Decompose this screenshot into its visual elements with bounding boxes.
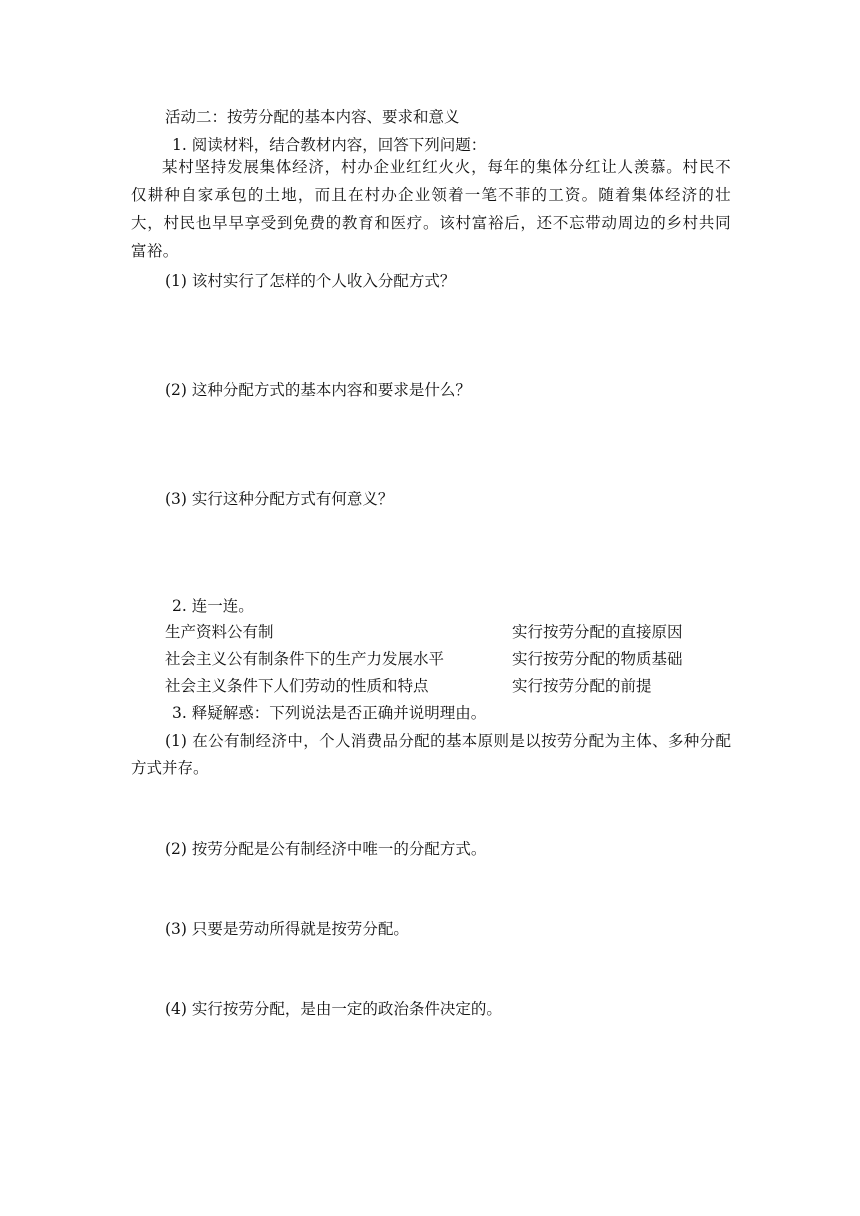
question-1-prompt: 1. 阅读材料，结合教材内容，回答下列问题：	[172, 136, 487, 154]
question-3-item-1: (1) 在公有制经济中，个人消费品分配的基本原则是以按劳分配为主体、多种分配方式并存。	[131, 732, 731, 777]
match-right-item-3: 实行按劳分配的前提	[512, 677, 652, 695]
match-right-item-1: 实行按劳分配的直接原因	[512, 623, 683, 641]
question-3-item-3: (3) 只要是劳动所得就是按劳分配。	[165, 920, 409, 938]
match-right-item-2: 实行按劳分配的物质基础	[512, 650, 683, 668]
question-1-sub-3: (3) 实行这种分配方式有何意义？	[165, 490, 394, 508]
match-left-item-3: 社会主义条件下人们劳动的性质和特点	[165, 677, 429, 695]
question-1-sub-2: (2) 这种分配方式的基本内容和要求是什么？	[165, 381, 471, 399]
match-left-item-2: 社会主义公有制条件下的生产力发展水平	[165, 650, 445, 668]
reading-material-paragraph: 某村坚持发展集体经济，村办企业红红火火，每年的集体分红让人羡慕。村民不仅耕种自家承包的土地，而且在村办企业领着一笔不菲的工资。随着集体经济的壮大，村民也早早享受到免费的教育和医疗。该村富裕后，还不忘带动周边的乡村共同富裕。	[131, 158, 731, 260]
activity-title: 活动二：按劳分配的基本内容、要求和意义	[165, 108, 460, 126]
match-left-item-1: 生产资料公有制	[165, 623, 274, 641]
question-3-item-4: (4) 实行按劳分配，是由一定的政治条件决定的。	[165, 1000, 502, 1018]
question-3-prompt: 3. 释疑解惑：下列说法是否正确并说明理由。	[172, 704, 487, 722]
question-3-item-2: (2) 按劳分配是公有制经济中唯一的分配方式。	[165, 840, 487, 858]
question-1-sub-1: (1) 该村实行了怎样的个人收入分配方式？	[165, 272, 456, 290]
question-2-prompt: 2. 连一连。	[172, 597, 254, 615]
